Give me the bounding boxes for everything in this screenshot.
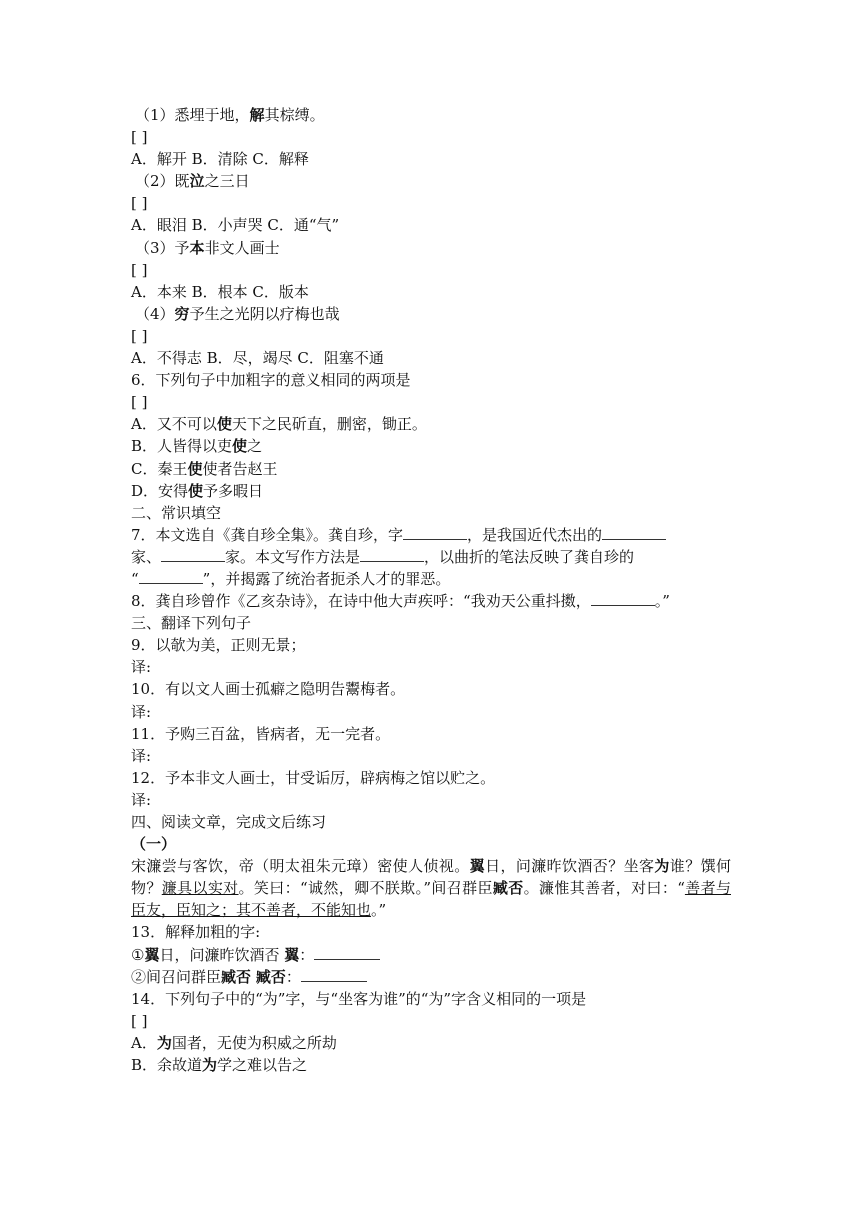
passage-bold-2: 为: [654, 857, 670, 876]
q5-item-3-bold: 本: [189, 238, 205, 257]
q7-text-d: 家。本文写作方法是: [225, 547, 361, 566]
passage-text-6: 。”: [371, 901, 387, 920]
q13a-bold: 翼: [144, 945, 160, 964]
q13a-bold-2: 翼: [284, 945, 300, 964]
q7-text-e: ，以曲折的笔法反映了龚自珍的: [424, 547, 635, 566]
q5-item-3-text-pre: （3）予: [135, 238, 190, 257]
q6-option-c-bold: 使: [187, 459, 203, 478]
fill-blank[interactable]: [301, 967, 367, 982]
answer-bracket[interactable]: [ ]: [131, 194, 148, 213]
q6-option-d: [131, 480, 731, 502]
q5-item-3-options: A．本来 B．根本 C．版本: [131, 282, 309, 301]
section-title-2: 二、常识填空: [131, 503, 222, 522]
q5-item-1-bold: 解: [249, 106, 265, 124]
subsection-label: （一）: [131, 835, 177, 854]
q9-sentence: 9．以欹为美，正则无景；: [131, 636, 306, 655]
translate-label: 译:: [131, 790, 152, 809]
q5-item-1-options: A．解开 B．清除 C．解释: [131, 150, 309, 169]
q6-option-d-bold: 使: [188, 481, 204, 500]
q14b-post: 学之难以告之: [217, 1056, 308, 1075]
q14b-bold: 为: [202, 1056, 218, 1075]
q7-text-a: 7．本文选自《龚自珍全集》。龚自珍，字: [131, 525, 404, 544]
passage-text-5: 。濂惟其善者，对曰：“: [523, 879, 685, 898]
q13a-post: ：: [299, 945, 315, 964]
translate-label: 译:: [131, 658, 152, 677]
passage-underline-2: 善者与臣友，臣知之；其不善者，不能知也: [131, 879, 731, 920]
q13b-bold-2: 臧否: [255, 967, 286, 986]
q6-option-b: [131, 435, 731, 457]
q6-option-b-post: 之: [247, 437, 263, 456]
q12-sentence: 12．予本非文人画士，甘受诟厉，辟病梅之馆以贮之。: [131, 768, 496, 787]
q5-item-4-text-post: 予生之光阴以疗梅也哉: [189, 304, 340, 323]
fill-blank[interactable]: [591, 591, 655, 606]
q6-option-d-pre: D．安得: [131, 481, 189, 500]
q5-item-2-bold: 泣: [189, 172, 205, 191]
q13b-pre: ②间召问群臣: [131, 967, 222, 986]
q5-item-3-text-post: 非文人画士: [204, 238, 280, 257]
q14a-pre: A．: [131, 1033, 157, 1052]
q6-option-a: [131, 413, 731, 435]
q6-option-a-bold: 使: [216, 415, 232, 434]
q13b-post: ：: [285, 967, 301, 986]
fill-blank[interactable]: [314, 945, 380, 960]
document-body: [131, 104, 731, 1076]
q5-item-4-text-pre: （4）: [135, 304, 175, 323]
answer-bracket[interactable]: [ ]: [131, 1011, 148, 1030]
q6-option-a-post: 天下之民斫直，删密，锄正。: [231, 415, 427, 434]
q13b-bold: 臧否: [221, 967, 252, 986]
q5-item-2-options: A．眼泪 B．小声哭 C．通“气”: [131, 216, 340, 235]
section-title-3: 三、翻译下列句子: [131, 614, 252, 633]
q6-option-b-bold: 使: [232, 437, 248, 456]
fill-blank[interactable]: [161, 547, 225, 562]
answer-bracket[interactable]: [ ]: [131, 128, 148, 147]
q13-stem: 13．解释加粗的字:: [131, 923, 261, 942]
q7-line-3: [131, 568, 731, 590]
q6-option-c-pre: C．秦王: [131, 459, 188, 478]
q13-item-1: [131, 944, 731, 966]
q6-option-c-post: 使者告赵王: [202, 459, 278, 478]
q6-option-c: [131, 458, 731, 480]
q7-line-1: [131, 524, 731, 546]
q13a-pre: ①: [131, 945, 145, 964]
q6-option-d-post: 予多暇日: [203, 481, 264, 500]
translate-label: 译:: [131, 702, 152, 721]
q5-item-2-text-pre: （2）既: [135, 172, 190, 191]
q5-item-4: [131, 303, 731, 325]
fill-blank[interactable]: [403, 525, 467, 540]
q10-sentence: 10．有以文人画士孤癖之隐明告鬻梅者。: [131, 680, 406, 699]
passage-underline-1: 濂具以实对: [161, 879, 239, 898]
q6-option-b-pre: B．人皆得以吏: [131, 437, 233, 456]
q7-text-b: ，是我国近代杰出的: [467, 525, 603, 544]
q7-text-g: ”，并揭露了统治者扼杀人才的罪恶。: [202, 569, 451, 588]
q14a-bold: 为: [156, 1033, 172, 1052]
fill-blank[interactable]: [360, 547, 424, 562]
q5-item-1-text-post: 其棕缚。: [264, 106, 325, 124]
answer-bracket[interactable]: [ ]: [131, 326, 148, 345]
q11-sentence: 11．予购三百盆，皆病者，无一完者。: [131, 724, 391, 743]
q5-item-2-text-post: 之三日: [204, 172, 250, 191]
q7-text-f: “: [131, 569, 139, 588]
section-title-4: 四、阅读文章，完成文后练习: [131, 813, 327, 831]
q14a-post: 国者，无使为积威之所劫: [171, 1033, 337, 1052]
passage-text-4: 。笑曰：“诚然，卿不朕欺。”间召群臣: [238, 879, 493, 898]
q14b-pre: B．余故道: [131, 1056, 203, 1075]
q14-option-b: [131, 1054, 731, 1076]
subsection-title: [131, 833, 731, 855]
q5-item-3: [131, 237, 731, 259]
q13a-mid: 日，问濂昨饮酒否: [159, 945, 285, 964]
reading-passage: [131, 855, 731, 921]
q8-line: [131, 590, 731, 612]
passage-text-1: 宋濂尝与客饮，帝（明太祖朱元璋）密使人侦视。: [131, 857, 470, 876]
q5-item-2: [131, 170, 731, 192]
q5-item-4-bold: 穷: [174, 304, 190, 323]
q7-line-2: [131, 546, 731, 568]
passage-bold-3: 臧否: [492, 879, 524, 898]
answer-bracket[interactable]: [ ]: [131, 393, 148, 412]
q6-option-a-pre: A．又不可以: [131, 415, 217, 434]
fill-blank[interactable]: [602, 525, 666, 540]
q5-item-4-options: A．不得志 B．尽，竭尽 C．阻塞不通: [131, 349, 384, 368]
q14-option-a: [131, 1032, 731, 1054]
q6-stem: 6．下列句子中加粗字的意义相同的两项是: [131, 371, 411, 390]
q8-text-b: 。”: [654, 592, 670, 611]
q14-stem: 14．下列句子中的“为”字，与“坐客为谁”的“为”字含义相同的一项是: [131, 989, 587, 1008]
passage-text-3: 谁？馔何物？: [131, 857, 731, 898]
q8-text-a: 8．龚自珍曾作《乙亥杂诗》，在诗中他大声疾呼：“我劝天公重抖擞，: [131, 592, 591, 611]
q7-text-c: 家、: [131, 547, 162, 566]
translate-label: 译:: [131, 746, 152, 765]
fill-blank[interactable]: [139, 569, 203, 584]
passage-bold-1: 翼: [469, 857, 486, 876]
passage-text-2: 日，问濂昨饮酒否？坐客: [485, 857, 655, 876]
q5-item-1-text-pre: （1）悉埋于地，: [135, 106, 250, 124]
answer-bracket[interactable]: [ ]: [131, 260, 148, 279]
q5-item-1: [131, 104, 731, 126]
q13-item-2: [131, 966, 731, 988]
